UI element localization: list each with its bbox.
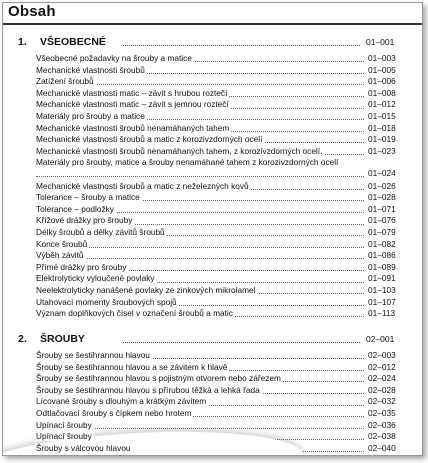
toc-entry-label: Šrouby se šestihrannou hlavou s pojistným otvorem nebo zářezem (36, 373, 281, 384)
section-number: 2. (18, 333, 27, 345)
page-title: Obsah (8, 3, 56, 20)
toc-entry-page: 02–003 (366, 350, 412, 361)
toc-entry-page: 01–005 (366, 65, 412, 76)
toc-entry-label: Šrouby se šestihrannou hlavou a se závitem k hlavě (36, 361, 228, 372)
toc-entry[interactable] (36, 420, 412, 431)
toc-entry[interactable] (36, 250, 412, 261)
toc-entry-page: 01–015 (366, 111, 412, 122)
toc-entry[interactable] (36, 65, 412, 76)
toc-entry-page: 01–076 (366, 215, 412, 226)
toc-entry[interactable] (36, 99, 412, 110)
toc-entry-page: 01–018 (366, 123, 412, 134)
toc-entry-page: 01–008 (366, 88, 412, 99)
toc-entry-page: 02–024 (366, 373, 412, 384)
toc-entry-page: 01–103 (366, 285, 412, 296)
toc-entry-page: 01–071 (366, 204, 412, 215)
toc-entry-page: 01–028 (366, 192, 412, 203)
toc-entry-page: 02–036 (366, 420, 412, 431)
leader-dots (36, 176, 364, 177)
toc-entry-label: Šrouby s válcovou hlavou (36, 442, 131, 453)
toc-entry-page: 01–003 (366, 53, 412, 64)
toc-entry[interactable] (36, 362, 412, 373)
toc-page (2, 2, 423, 456)
toc-entry-page: 01–012 (366, 99, 412, 110)
toc-entry-page: 01–082 (366, 239, 412, 250)
toc-entry-page: 02–012 (366, 362, 412, 373)
toc-entry[interactable] (36, 227, 412, 238)
toc-entry[interactable] (36, 297, 412, 308)
toc-entry-page: 01–079 (366, 227, 412, 238)
leader-dots (123, 342, 360, 343)
toc-entry[interactable] (36, 285, 412, 296)
toc-entry-label: Lícované šrouby s dlouhým a krátkým závitem (36, 396, 207, 407)
section-heading[interactable] (3, 36, 422, 50)
toc-entry[interactable] (36, 408, 412, 419)
toc-entry-page: 02–040 (366, 443, 412, 454)
toc-entry-label: Přímé drážky pro šrouby (36, 261, 127, 272)
toc-entry-label: Upínací šrouby (36, 431, 92, 442)
toc-entry-label: Mechanické vlastnosti šroubů (36, 64, 145, 75)
toc-entry[interactable] (36, 215, 412, 226)
toc-entry-page: 02–035 (366, 408, 412, 419)
section-title: ŠROUBY (40, 333, 85, 345)
toc-entry[interactable] (36, 181, 412, 192)
toc-entry-label: Zatížení šroubů (36, 76, 94, 87)
toc-entry[interactable] (36, 262, 412, 273)
section-page-number: 01–001 (366, 37, 395, 47)
toc-entry[interactable] (36, 192, 412, 203)
section-title: VŠEOBECNÉ (40, 36, 106, 48)
toc-entry-page: 01–023 (366, 146, 412, 157)
toc-entry[interactable] (36, 308, 412, 319)
toc-entry[interactable] (36, 111, 412, 122)
toc-entry-label: Mechanické vlastnosti šroubů nenamáhaných tahem, z korozivzdorných ocelí. (36, 145, 323, 156)
toc-entry-label: Odtlačovací šrouby s čípkem nebo hrotem (36, 408, 192, 418)
toc-entry-label: Význam doplňkových čísel v označení šroubů a matic (36, 308, 233, 319)
toc-entry-label: Výběh závitů (36, 250, 84, 261)
toc-entry-page: 01–107 (366, 297, 412, 308)
toc-entry-page: 01–089 (366, 262, 412, 273)
toc-entry[interactable] (36, 76, 412, 87)
toc-entry[interactable] (36, 88, 412, 99)
toc-entry[interactable] (36, 239, 412, 250)
toc-entry-label: Mechanické vlastnosti matic – závit s jemnou roztečí (36, 99, 229, 110)
toc-entry-page: 01–024 (366, 168, 412, 179)
toc-entry-page: 02–038 (366, 431, 412, 442)
leader-dots (123, 45, 360, 46)
toc-entry-label: Materiály pro šrouby a matice (36, 111, 145, 121)
title-underline (3, 23, 422, 25)
toc-entry[interactable] (36, 396, 412, 407)
toc-entry[interactable] (36, 53, 412, 64)
toc-entry[interactable] (36, 204, 412, 215)
toc-entry[interactable] (36, 385, 412, 396)
toc-entry-page: 01–113 (366, 308, 412, 319)
toc-entry[interactable] (36, 157, 412, 179)
toc-entry-label: Upínací šrouby (36, 419, 92, 430)
toc-entry[interactable] (36, 350, 412, 361)
toc-entry-label: Šrouby se šestihrannou hlavou (36, 350, 150, 360)
toc-entry-page: 02–032 (366, 396, 412, 407)
toc-entry[interactable] (36, 146, 412, 157)
toc-entry-page: 01–019 (366, 134, 412, 145)
toc-entry-label: Utahovací momenty šroubových spojů (36, 296, 177, 307)
toc-entry-label: Délky šroubů a délky závitů šroubů (36, 227, 165, 237)
toc-entry-page: 01–026 (366, 181, 412, 192)
toc-entry-label: Tolerance – šrouby a matice (36, 192, 140, 203)
toc-entry[interactable] (36, 373, 412, 384)
toc-entry-label: Křížové drážky pro šrouby (36, 215, 133, 226)
section-heading[interactable] (3, 333, 422, 347)
toc-entry[interactable] (36, 134, 412, 145)
toc-entry-label: Elektrolyticky vyloučené povlaky (36, 273, 155, 284)
toc-entry-label: Mechanické vlastnosti šroubů a matic z neželezných kovů (36, 180, 249, 191)
toc-entry-label: Neelektrolyticky nanášené povlaky ze zinkových mikrolamel (36, 285, 256, 295)
toc-entry-label: Šrouby se šestihrannou hlavou s přírubou těžká a lehká řada (36, 384, 260, 395)
toc-entry-label: Materiály pro šrouby, matice a šrouby nenamáhané tahem z korozivzdorných ocelí (36, 157, 368, 168)
toc-entry-label: Mechanické vlastnosti šroubů a matic z korozivzdorných ocelí (36, 134, 263, 145)
toc-entry-label: Konce šroubů (36, 238, 88, 249)
toc-entry-page: 02–028 (366, 385, 412, 396)
toc-entry-label: Mechanické vlastnosti šroubů nenamáhaných tahem (36, 122, 230, 133)
toc-entry-label: Tolerance – podložky (36, 203, 114, 214)
toc-entry[interactable] (36, 123, 412, 134)
toc-entry[interactable] (36, 273, 412, 284)
toc-entry-label: Všeobecné požadavky na šrouby a matice (36, 53, 192, 63)
section-page-number: 02–001 (366, 334, 395, 344)
section-number: 1. (18, 36, 27, 48)
toc-entry-page: 01–086 (366, 250, 412, 261)
toc-entry-label: Mechanické vlastnosti matic – závit s hrubou roztečí (36, 87, 228, 98)
toc-entry-page: 01–006 (366, 76, 412, 87)
toc-entry-page: 01–091 (366, 273, 412, 284)
